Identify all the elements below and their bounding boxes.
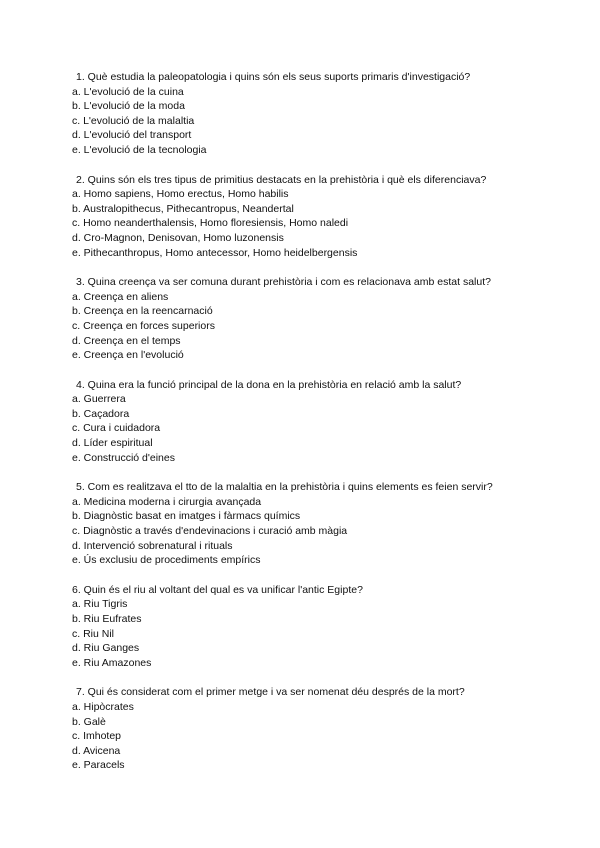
option-a: a. Medicina moderna i cirurgia avançada: [72, 495, 262, 508]
question-text: 1. Què estudia la paleopatologia i quins són els seus suports primaris d'investigació?: [76, 71, 471, 83]
question-text: 7. Qui és considerat com el primer metge i va ser nomenat déu després de la mort?: [76, 686, 465, 699]
question-text: 5. Com es realitzava el tto de la malaltia en la prehistòria i quins elements es feien servir?: [76, 481, 493, 494]
question-text: 4. Quina era la funció principal de la dona en la prehistòria en relació amb la salut?: [76, 378, 462, 391]
option-e: e. Pithecanthropus, Homo antecessor, Homo heidelbergensis: [72, 246, 358, 259]
option-e: e. Construcció d'eines: [72, 451, 175, 464]
option-a: a. Riu Tigris: [72, 598, 128, 611]
option-e: e. Riu Amazones: [72, 656, 152, 669]
option-b: b. Diagnòstic basat en imatges i fàrmacs químics: [72, 510, 301, 523]
question-3: [72, 275, 542, 363]
option-list: [72, 187, 542, 260]
option-a: a. L'evolució de la cuina: [72, 85, 184, 98]
option-c: c. Diagnòstic a través d'endevinacions i curació amb màgia: [72, 525, 348, 538]
option-e: e. L'evolució de la tecnologia: [72, 143, 207, 156]
question-4: [72, 378, 542, 466]
option-a: a. Homo sapiens, Homo erectus, Homo habilis: [72, 188, 289, 201]
option-c: c. Creença en forces superiors: [72, 319, 215, 332]
question-list: [72, 70, 542, 788]
option-b: b. Australopithecus, Pithecantropus, Neandertal: [72, 202, 294, 215]
option-a: a. Hipòcrates: [72, 700, 134, 713]
option-d: d. Cro-Magnon, Denisovan, Homo luzonensis: [72, 231, 284, 244]
option-list: [72, 392, 542, 465]
option-b: b. Caçadora: [72, 407, 130, 420]
question-2: [72, 173, 542, 261]
option-d: d. Riu Ganges: [72, 642, 140, 655]
question-6: [72, 583, 542, 671]
question-1: [72, 70, 542, 158]
option-a: a. Creença en aliens: [72, 290, 169, 303]
question-5: [72, 480, 542, 568]
option-b: b. Riu Eufrates: [72, 613, 142, 625]
question-text: 2. Quins són els tres tipus de primitius destacats en la prehistòria i què els diferenciava?: [76, 173, 487, 186]
option-c: c. Riu Nil: [72, 627, 115, 640]
option-list: [72, 700, 542, 773]
option-d: d. Creença en el temps: [72, 334, 181, 347]
option-e: e. Ús exclusiu de procediments empírics: [72, 554, 261, 567]
question-text: 6. Quin és el riu al voltant del qual es va unificar l'antic Egipte?: [72, 583, 363, 596]
question-text: 3. Quina creença va ser comuna durant prehistòria i com es relacionava amb estat salut?: [76, 276, 491, 289]
option-c: c. Homo neanderthalensis, Homo floresiensis, Homo naledi: [72, 217, 349, 230]
question-7: [72, 685, 542, 773]
option-e: e. Paracels: [72, 759, 125, 772]
option-b: b. Galè: [72, 715, 106, 728]
option-list: [72, 597, 542, 670]
option-e: e. Creença en l'evolució: [72, 349, 184, 362]
option-c: c. Cura i cuidadora: [72, 422, 161, 435]
option-d: d. L'evolució del transport: [72, 129, 192, 142]
option-d: d. Líder espiritual: [72, 437, 153, 450]
option-list: [72, 495, 542, 568]
option-c: c. L'evolució de la malaltia: [72, 114, 195, 127]
option-d: d. Intervenció sobrenatural i rituals: [72, 539, 233, 552]
option-c: c. Imhotep: [72, 730, 122, 743]
option-b: b. Creença en la reencarnació: [72, 305, 213, 318]
option-a: a. Guerrera: [72, 393, 126, 406]
option-b: b. L'evolució de la moda: [72, 100, 185, 113]
option-d: d. Avicena: [72, 744, 121, 757]
option-list: [72, 290, 542, 363]
option-list: [72, 85, 542, 158]
